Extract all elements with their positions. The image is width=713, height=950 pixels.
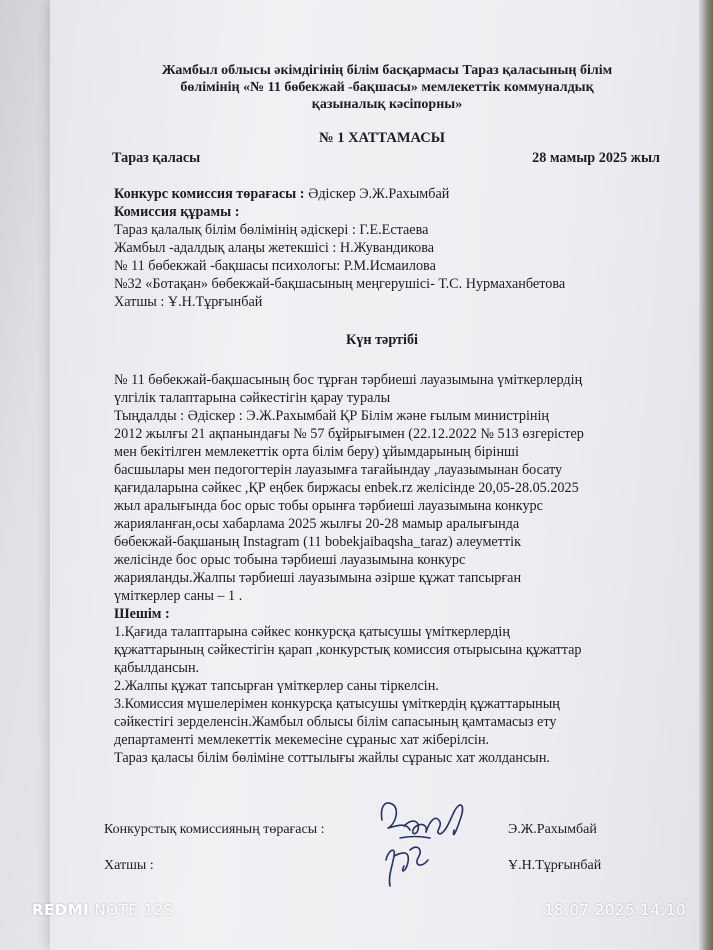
secretary-signature-name: Ұ.Н.Тұрғынбай (508, 858, 602, 873)
organization-header (114, 62, 660, 113)
commission-chair (114, 185, 660, 203)
handwritten-signature (370, 790, 480, 900)
brand-text: REDMI (32, 901, 90, 919)
decision-line: құжаттарының сәйкестігін қарап ,конкурстық комиссия отырысына құжаттар (114, 642, 582, 658)
decision-text (104, 623, 660, 767)
agenda-line: үміткерлер саны – 1 . (114, 588, 243, 604)
photo-timestamp: 18.07.2025 14:10 (544, 901, 686, 919)
members-label: Комиссия құрамы : (114, 204, 240, 220)
header-line-3: қазыналық кәсіпорны» (311, 97, 463, 112)
agenda-line: жыл аралығында бос орыс тобы орынға тәрбиеші лауазымына конкурс (114, 498, 543, 514)
agenda-line: мен бекітілген мемлекеттік орта білім беру) ұйымдарының бірінші (114, 444, 519, 460)
city-date-row (104, 149, 660, 167)
agenda-line: басшылары мен педогогтерін лауазымға тағайындау ,лауазымынан босату (114, 462, 563, 478)
decision-line: 2.Жалпы құжат тапсырған үміткерлер саны тіркелсін. (114, 678, 439, 694)
decision-label: Шешім : (114, 606, 170, 622)
agenda-line: 2012 жылғы 21 ақпанындағы № 57 бұйрығымен (22.12.2022 № 513 өзгерістер (114, 426, 584, 442)
agenda-line: жарияланды.Жалпы тәрбиеші лауазымына әзірше құжат тапсырған (114, 570, 522, 586)
chair-signature-name: Э.Ж.Рахымбай (508, 822, 597, 837)
agenda-text (104, 371, 660, 605)
secretary-signature-label: Хатшы : (104, 858, 154, 873)
chair-name: Әдіскер Э.Ж.Рахымбай (308, 186, 450, 202)
decision-line: Тараз қаласы білім бөліміне соттылығы жайлы сұраныс хат жолдансын. (114, 750, 550, 766)
agenda-line: бөбекжай-бақшаның Instagram (11 bobekjaibaqsha_taraz) әлеуметтік (114, 534, 521, 550)
chair-signature-row (104, 822, 624, 838)
secretary-signature-row (104, 858, 624, 874)
decision-line: қабылдансын. (114, 660, 200, 676)
agenda-line: жарияланған,осы хабарлама 2025 жылғы 20-28 мамыр аралығында (114, 516, 520, 532)
decision-line: 3.Комиссия мүшелерімен конкурсқа қатысушы үміткердің құжаттарының (114, 696, 560, 712)
member-item: Жамбыл -адалдық алаңы жетекшісі : Н.Жувандикова (114, 240, 435, 256)
protocol-title: № 1 ХАТТАМАСЫ (319, 130, 445, 146)
chair-signature-label: Конкурстық комиссияның төрағасы : (104, 822, 325, 837)
member-item: № 11 бөбекжай -бақшасы психологы: Р.М.Исмаилова (114, 258, 436, 274)
camera-watermark (32, 901, 686, 923)
agenda-line: Тыңдалды : Әдіскер : Э.Ж.Рахымбай ҚР Білім және ғылым министрінің (114, 408, 550, 424)
agenda-line: желісінде бос орыс тобына тәрбиеші лауазымына конкурс (114, 552, 466, 568)
model-text: NOTE 12S (89, 901, 174, 919)
camera-brand (32, 901, 174, 919)
member-item: Тараз қалалық білім бөлімінің әдіскері : Г.Е.Естаева (114, 222, 429, 238)
agenda-line: үлгілік талаптарына сәйкестігін қарау туралы (114, 390, 391, 406)
header-line-1: Жамбыл облысы әкімдігінің білім басқармасы Тараз қаласының білім (161, 63, 613, 78)
header-line-2: бөлімінің «№ 11 бөбекжай -бақшасы» мемлекеттік коммуналдық (180, 80, 594, 95)
city: Тараз қаласы (112, 150, 201, 166)
agenda-line: қағидаларына сәйкес ,ҚР еңбек биржасы enbek.rz желісінде 20,05-28.05.2025 (114, 480, 579, 496)
member-item: Хатшы : Ұ.Н.Тұрғынбай (114, 294, 263, 310)
document-body (104, 62, 660, 767)
decision-line: 1.Қағида талаптарына сәйкес конкурсқа қатысушы үміткерлердің (114, 624, 510, 640)
chair-label: Конкурс комиссия төрағасы : (114, 186, 305, 202)
agenda-title: Күн тәртібі (345, 332, 419, 348)
protocol-date: 28 мамыр 2025 жыл (532, 150, 660, 166)
background-edge (699, 0, 713, 950)
decision-line: сәйкестігі зерделенсін.Жамбыл облысы білім сапасының қамтамасыз ету (114, 714, 557, 730)
decision-line: департаменті мемлекеттік мекемесіне сұраныс хат жіберілсін. (114, 732, 490, 748)
agenda-line: № 11 бөбекжай-бақшасының бос тұрған тәрбиеші лауазымына үміткерлердің (114, 372, 583, 388)
member-item: №32 «Ботақан» бөбекжай-бақшасының меңгерушісі- Т.С. Нурмаханбетова (114, 276, 566, 292)
